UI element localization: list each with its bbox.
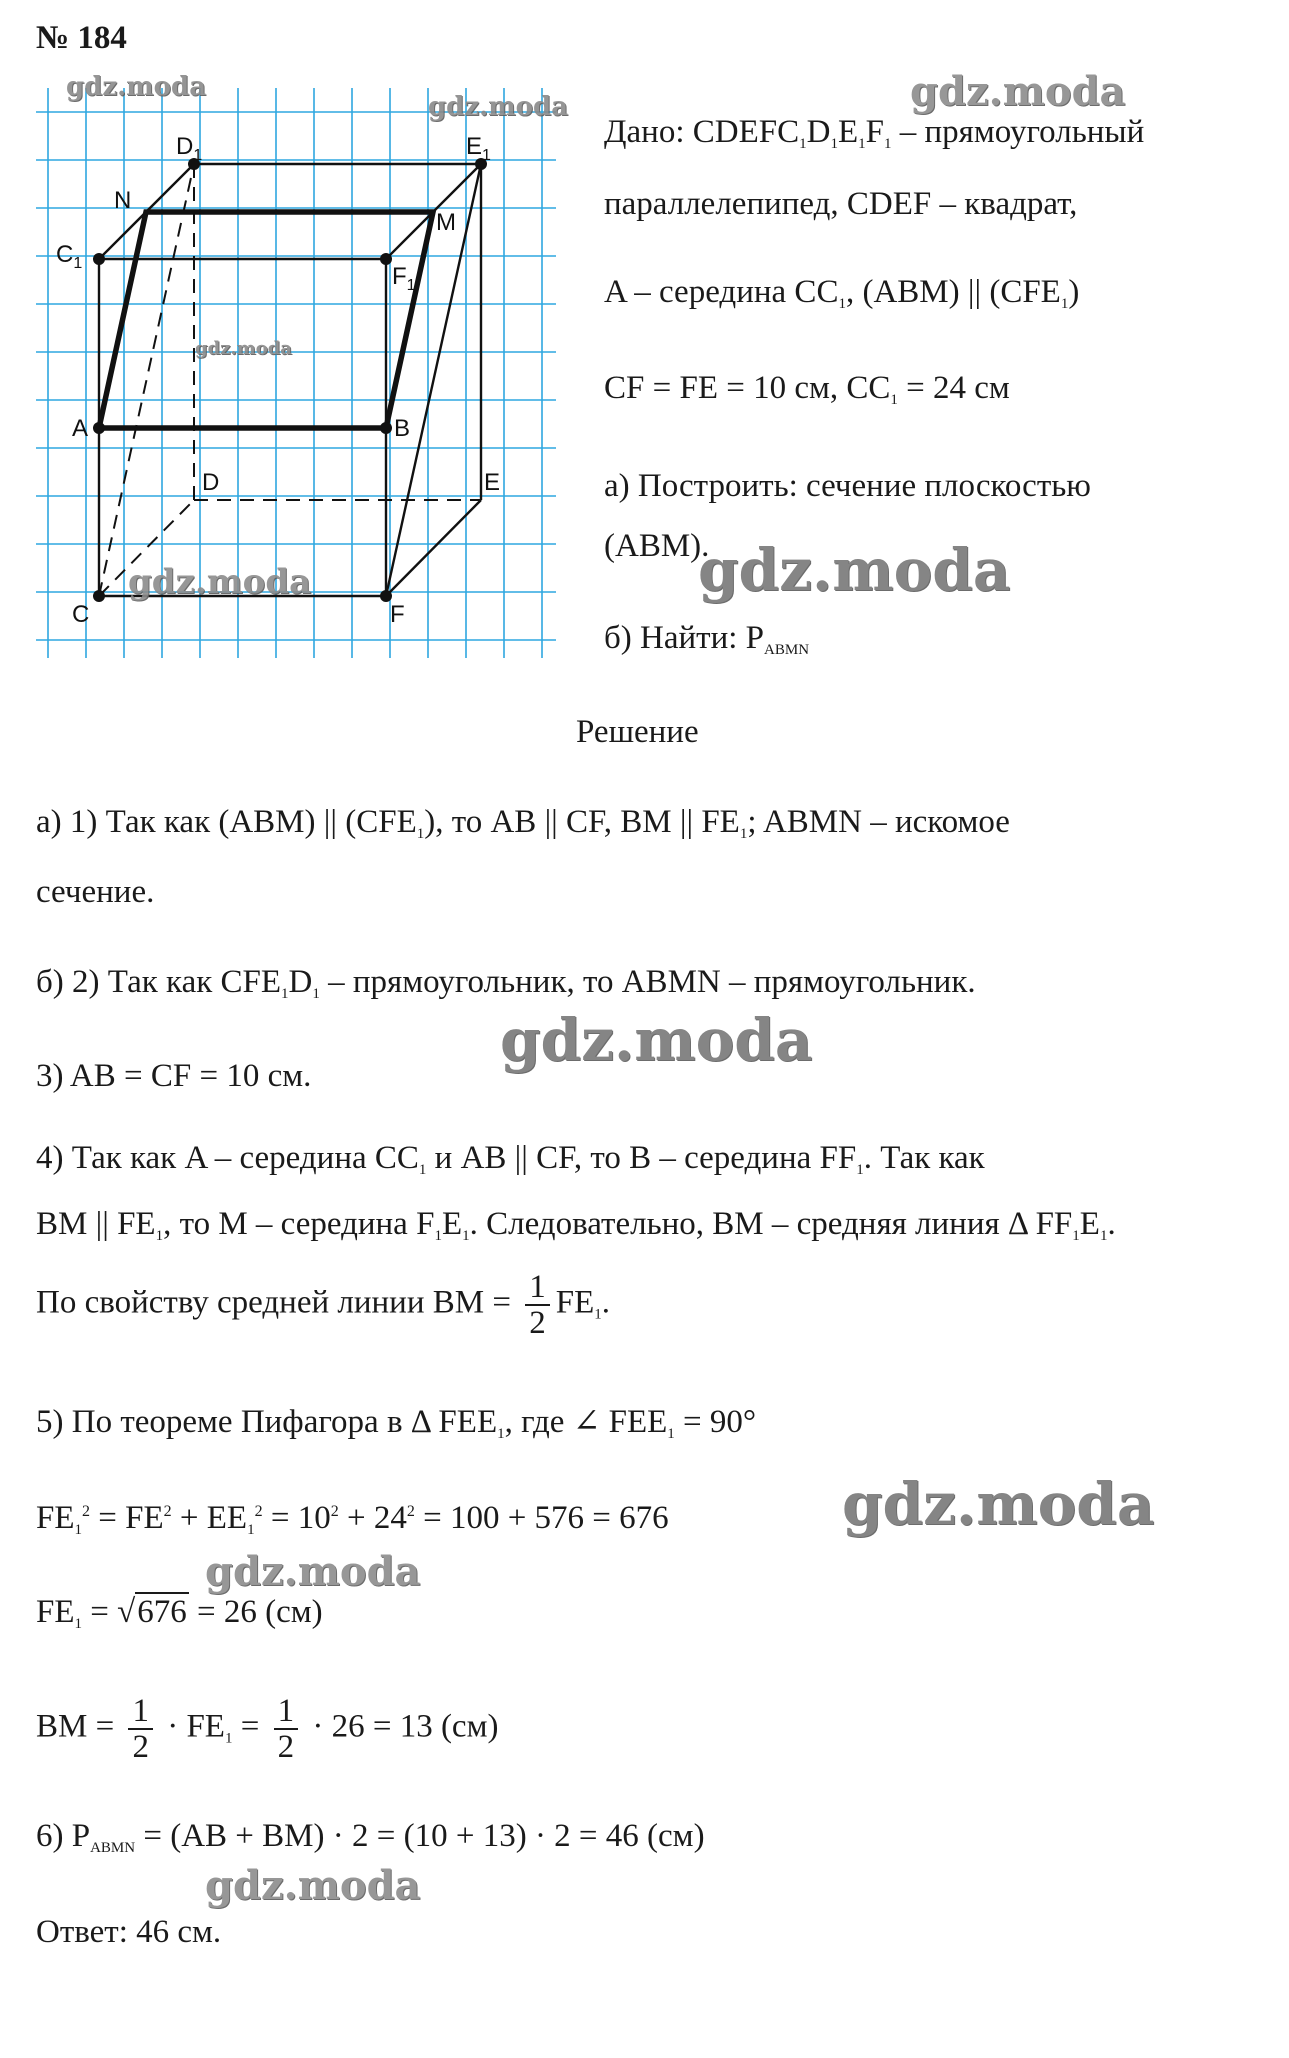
- equation-sqrt: $FE_1 = √676 = 26$ (см): [36, 1594, 323, 1632]
- given-line-7: б) Найти: $P_{ABMN}$: [604, 620, 810, 658]
- svg-text:M: M: [436, 209, 456, 236]
- watermark: gdz.moda: [205, 1548, 421, 1595]
- given-line-5: а) Построить: сечение плоскостью: [604, 468, 1091, 504]
- step-4-line-3: По свойству средней линии BM = $\frac{1}{2}$ $FE_1$.: [36, 1269, 610, 1341]
- parallelepiped-figure: [36, 88, 596, 668]
- svg-text:D: D: [202, 469, 220, 496]
- given-line-1: Дано: $CDEFC_1D_1E_1F_1$ – прямоугольный: [604, 114, 1145, 152]
- given-line-2: параллелепипед, CDEF – квадрат,: [604, 186, 1078, 222]
- section-abmn: [99, 212, 433, 428]
- equation-pythagoras: $FE_1^2 = FE^2 + EE_1^2 = 10^2 + 24^2 = 100 + 576 = 676$: [36, 1500, 669, 1538]
- watermark: gdz.moda: [195, 338, 292, 359]
- step-1: а) 1) Так как (ABM) || $(CFE_1)$, то AB || CF, BM || $FE_1$; ABMN – искомое: [36, 804, 1010, 842]
- watermark: gdz.moda: [66, 72, 207, 102]
- watermark: gdz.moda: [910, 68, 1126, 115]
- svg-text:F: F: [390, 601, 405, 628]
- svg-text:E: E: [484, 469, 501, 496]
- svg-text:D1: $D_1$: [176, 133, 203, 164]
- svg-text:N: N: [114, 187, 132, 214]
- watermark: gdz.moda: [842, 1470, 1155, 1538]
- svg-text:C: C: [72, 601, 90, 628]
- step-3: 3) AB = CF = 10 см.: [36, 1058, 312, 1094]
- step-4-line-2: BM || $FE_1$, то M – середина $F_1E_1$. Следовательно, BM – средняя линия Δ $FF_1E_1$.: [36, 1206, 1116, 1244]
- given-line-4: CF = FE = 10 см, $CC_1 = 24$ см: [604, 370, 1010, 408]
- watermark: gdz.moda: [428, 92, 569, 122]
- step-5: 5) По теореме Пифагора в Δ $FEE_1$, где ∠ $FEE_1 = 90^\circ$: [36, 1404, 757, 1442]
- fraction-one-half: $\frac{1}{2}$: [525, 1270, 550, 1340]
- svg-text:F1: $F_1$: [392, 263, 416, 294]
- svg-text:C1: $C_1$: [56, 241, 83, 272]
- answer: Ответ: 46 см.: [36, 1914, 222, 1950]
- svg-text:B: B: [394, 415, 411, 442]
- problem-number: № 184: [36, 20, 127, 56]
- given-line-3: A – середина $CC_1$, (ABM) || $(CFE_1)$: [604, 274, 1080, 312]
- hidden-edges: [99, 164, 481, 596]
- step-4: 4) Так как A – середина $CC_1$ и AB || CF, то B – середина $FF_1$. Так как: [36, 1140, 985, 1178]
- watermark: gdz.moda: [128, 562, 312, 602]
- watermark: gdz.moda: [500, 1006, 813, 1074]
- svg-text:E1: $E_1$: [466, 133, 491, 164]
- step-6: 6) $P_{ABMN} = (AB + BM) \cdot 2 = (10 + 13) \cdot 2 = 46$ (см): [36, 1818, 705, 1856]
- svg-text:A: A: [72, 415, 89, 442]
- equation-bm: BM = $\frac{1}{2}$ · $FE_1$ = $\frac{1}{2}$ · 26 = 13 (см): [36, 1693, 499, 1765]
- watermark: gdz.moda: [205, 1862, 421, 1909]
- step-1-cont: сечение.: [36, 874, 155, 910]
- step-2: б) 2) Так как $CFE_1D_1$ – прямоугольник, то ABMN – прямоугольник.: [36, 964, 976, 1002]
- edges: [99, 164, 481, 596]
- solution-heading: Решение: [576, 714, 699, 750]
- given-line-6: (ABM).: [604, 528, 710, 564]
- watermark: gdz.moda: [698, 536, 1011, 604]
